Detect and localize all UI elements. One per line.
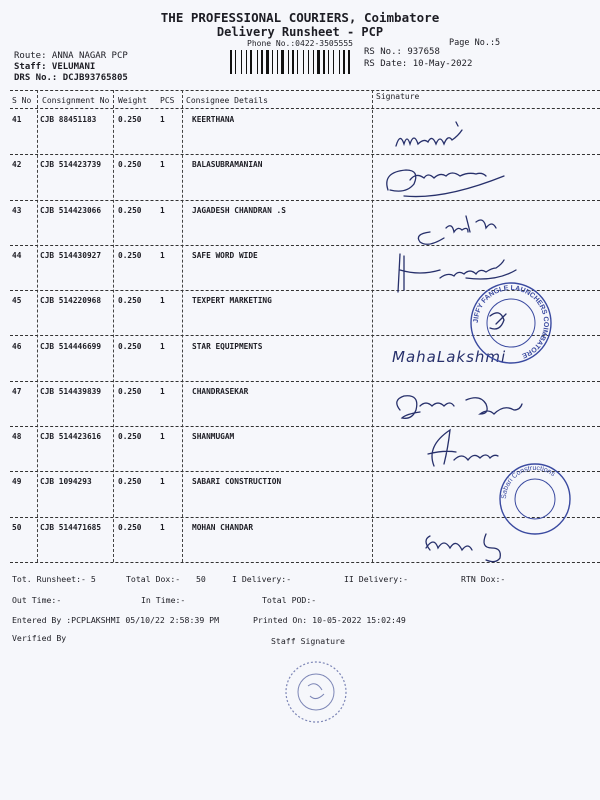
signature-43: [418, 216, 496, 244]
barcode-bar: [299, 50, 302, 74]
cell-pcs: 1: [160, 160, 165, 170]
barcode-bar: [235, 50, 236, 74]
staff: Staff: VELUMANI: [14, 62, 96, 72]
barcode-bar: [341, 50, 342, 74]
company-title: THE PROFESSIONAL COURIERS, Coimbatore: [160, 10, 440, 25]
signature-41: [396, 122, 462, 146]
svg-text:JIFFY FANGLE LAUNCHERS COIMBAT: JIFFY FANGLE LAUNCHERS COIMBATORE: [472, 284, 550, 359]
page-number: Page No.:5: [449, 38, 501, 48]
barcode-bar: [333, 50, 334, 74]
total-dox-value: 50: [196, 574, 206, 584]
cell-pcs: 1: [160, 386, 165, 396]
barcode-bar: [317, 50, 320, 74]
cell-consignment: CJB 88451183: [40, 115, 97, 124]
barcode-bar: [346, 50, 347, 74]
signature-48: [428, 430, 498, 466]
cell-pcs: 1: [160, 477, 165, 487]
col-header-consignment: Consignment No: [42, 96, 110, 105]
cell-weight: 0.250: [118, 296, 142, 306]
barcode-bar: [237, 50, 240, 74]
cell-sno: 50: [12, 522, 22, 532]
barcode-bar: [295, 50, 296, 74]
entered-by: Entered By :PCPLAKSHMI 05/10/22 2:58:39 PM: [12, 615, 220, 625]
barcode-bar: [270, 50, 271, 74]
divider: [10, 108, 600, 109]
barcode-bar: [308, 50, 309, 74]
staff-signature: Staff Signature: [271, 636, 345, 646]
cell-consignment: CJB 514220968: [40, 296, 102, 306]
route: Route: ANNA NAGAR PCP: [14, 51, 128, 61]
cell-consignee: TEXPERT MARKETING: [192, 296, 272, 306]
printed-on: Printed On: 10-05-2022 15:02:49: [253, 615, 406, 625]
cell-consignee: BALASUBRAMANIAN: [192, 160, 263, 170]
runsheet-title: Delivery Runsheet - PCP: [216, 25, 384, 39]
barcode-bar: [241, 50, 242, 74]
barcode-bar: [285, 50, 287, 74]
cell-consignment: CJB 514423739: [40, 160, 102, 170]
cell-sno: 45: [12, 296, 22, 306]
rs-number: RS No.: 937658: [364, 47, 440, 57]
cell-pcs: 1: [160, 522, 165, 532]
barcode-bar: [253, 50, 256, 74]
barcode-bar: [246, 50, 247, 74]
barcode-bar: [272, 50, 273, 74]
rs-date: RS Date: 10-May-2022: [364, 59, 473, 69]
barcode-bar: [303, 50, 304, 74]
cell-consignee: JAGADESH CHANDRAN .S: [192, 205, 286, 215]
cell-weight: 0.250: [118, 341, 142, 351]
barcode-bar: [274, 50, 276, 74]
cell-consignee: SABARI CONSTRUCTION: [192, 477, 282, 487]
cell-pcs: 1: [160, 296, 165, 306]
cell-pcs: 1: [160, 341, 165, 351]
cell-weight: 0.250: [118, 250, 142, 260]
barcode: [230, 50, 358, 74]
barcode-bar: [310, 50, 312, 74]
rtn-dox: RTN Dox:-: [461, 574, 506, 584]
cell-consignee: SHANMUGAM: [192, 432, 235, 442]
barcode-bar: [277, 50, 278, 74]
col-header-pcs: PCS: [160, 96, 175, 105]
barcode-bar: [279, 50, 280, 74]
total-pod: Total POD:-: [262, 595, 317, 605]
cell-consignment: CJB 514471685: [40, 522, 102, 532]
cell-sno: 49: [12, 477, 22, 487]
cell-consignee: STAR EQUIPMENTS: [192, 341, 263, 351]
cell-sno: 46: [12, 341, 22, 351]
barcode-bar: [305, 50, 307, 74]
cell-consignment: CJB 514423616: [40, 432, 102, 442]
barcode-bar: [233, 50, 234, 74]
ii-delivery: II Delivery:-: [344, 574, 409, 584]
signature-47: [397, 396, 522, 419]
barcode-bar: [259, 50, 260, 74]
out-time: Out Time:-: [12, 595, 62, 605]
signature-50: [426, 534, 500, 562]
cell-consignee: SAFE WORD WIDE: [192, 250, 258, 260]
barcode-bar: [248, 50, 249, 74]
cell-pcs: 1: [160, 115, 165, 124]
barcode-bar: [281, 50, 284, 74]
barcode-bar: [315, 50, 316, 74]
barcode-bar: [250, 50, 252, 74]
barcode-bar: [292, 50, 294, 74]
col-header-weight: Weight: [118, 96, 147, 105]
barcode-bar: [326, 50, 327, 74]
col-header-sno: S No: [12, 96, 32, 105]
barcode-bar: [230, 50, 232, 74]
barcode-bar: [328, 50, 329, 74]
company-stamp-45: [468, 280, 554, 366]
cell-weight: 0.250: [118, 205, 142, 215]
cell-consignment: CJB 514439839: [40, 386, 102, 396]
cell-sno: 44: [12, 250, 22, 260]
cell-weight: 0.250: [118, 386, 142, 396]
cell-consignment: CJB 514430927: [40, 250, 102, 260]
barcode-bar: [257, 50, 258, 74]
cell-pcs: 1: [160, 432, 165, 442]
cell-weight: 0.250: [118, 160, 142, 170]
cell-weight: 0.250: [118, 115, 142, 124]
total-dox-label: Total Dox:-: [126, 574, 181, 584]
phone-number: Phone No.:0422-3505555: [247, 39, 353, 48]
barcode-bar: [261, 50, 263, 74]
cell-pcs: 1: [160, 250, 165, 260]
barcode-bar: [351, 50, 352, 74]
col-header-consignee: Consignee Details: [186, 96, 268, 105]
drs-number: DRS No.: DCJB93765805: [14, 73, 128, 83]
signature-46: MahaLakshmi: [392, 348, 507, 366]
cell-consignment: CJB 514423066: [40, 205, 102, 215]
divider: [10, 90, 600, 91]
cell-sno: 41: [12, 115, 22, 124]
cell-consignee: CHANDRASEKAR: [192, 386, 249, 396]
barcode-bar: [343, 50, 345, 74]
cell-sno: 42: [12, 160, 22, 170]
office-seal: [284, 660, 348, 724]
barcode-bar: [330, 50, 332, 74]
barcode-bar: [348, 50, 350, 74]
i-delivery: I Delivery:-: [232, 574, 292, 584]
cell-weight: 0.250: [118, 477, 142, 487]
barcode-bar: [243, 50, 245, 74]
cell-consignment: CJB 514446699: [40, 341, 102, 351]
in-time: In Time:-: [141, 595, 186, 605]
verified-by: Verified By: [12, 633, 67, 643]
cell-consignee: MOHAN CHANDAR: [192, 522, 254, 532]
total-runsheet: Tot. Runsheet:- 5: [12, 574, 96, 584]
company-stamp-49: [498, 462, 572, 536]
signature-42: [387, 170, 504, 197]
cell-consignee: KEERTHANA: [192, 115, 235, 124]
col-header-signature: Signature: [376, 92, 420, 101]
cell-weight: 0.250: [118, 522, 142, 532]
svg-text:Sabari Constructions: Sabari Constructions: [500, 464, 557, 500]
cell-consignment: CJB 1094293: [40, 477, 92, 487]
barcode-bar: [288, 50, 289, 74]
barcode-bar: [297, 50, 298, 74]
cell-sno: 47: [12, 386, 22, 396]
barcode-bar: [290, 50, 291, 74]
cell-sno: 48: [12, 432, 22, 442]
barcode-bar: [313, 50, 314, 74]
cell-weight: 0.250: [118, 432, 142, 442]
barcode-bar: [335, 50, 338, 74]
barcode-bar: [264, 50, 265, 74]
cell-pcs: 1: [160, 205, 165, 215]
barcode-bar: [321, 50, 322, 74]
barcode-bar: [323, 50, 325, 74]
barcode-bar: [266, 50, 269, 74]
cell-sno: 43: [12, 205, 22, 215]
barcode-bar: [339, 50, 340, 74]
